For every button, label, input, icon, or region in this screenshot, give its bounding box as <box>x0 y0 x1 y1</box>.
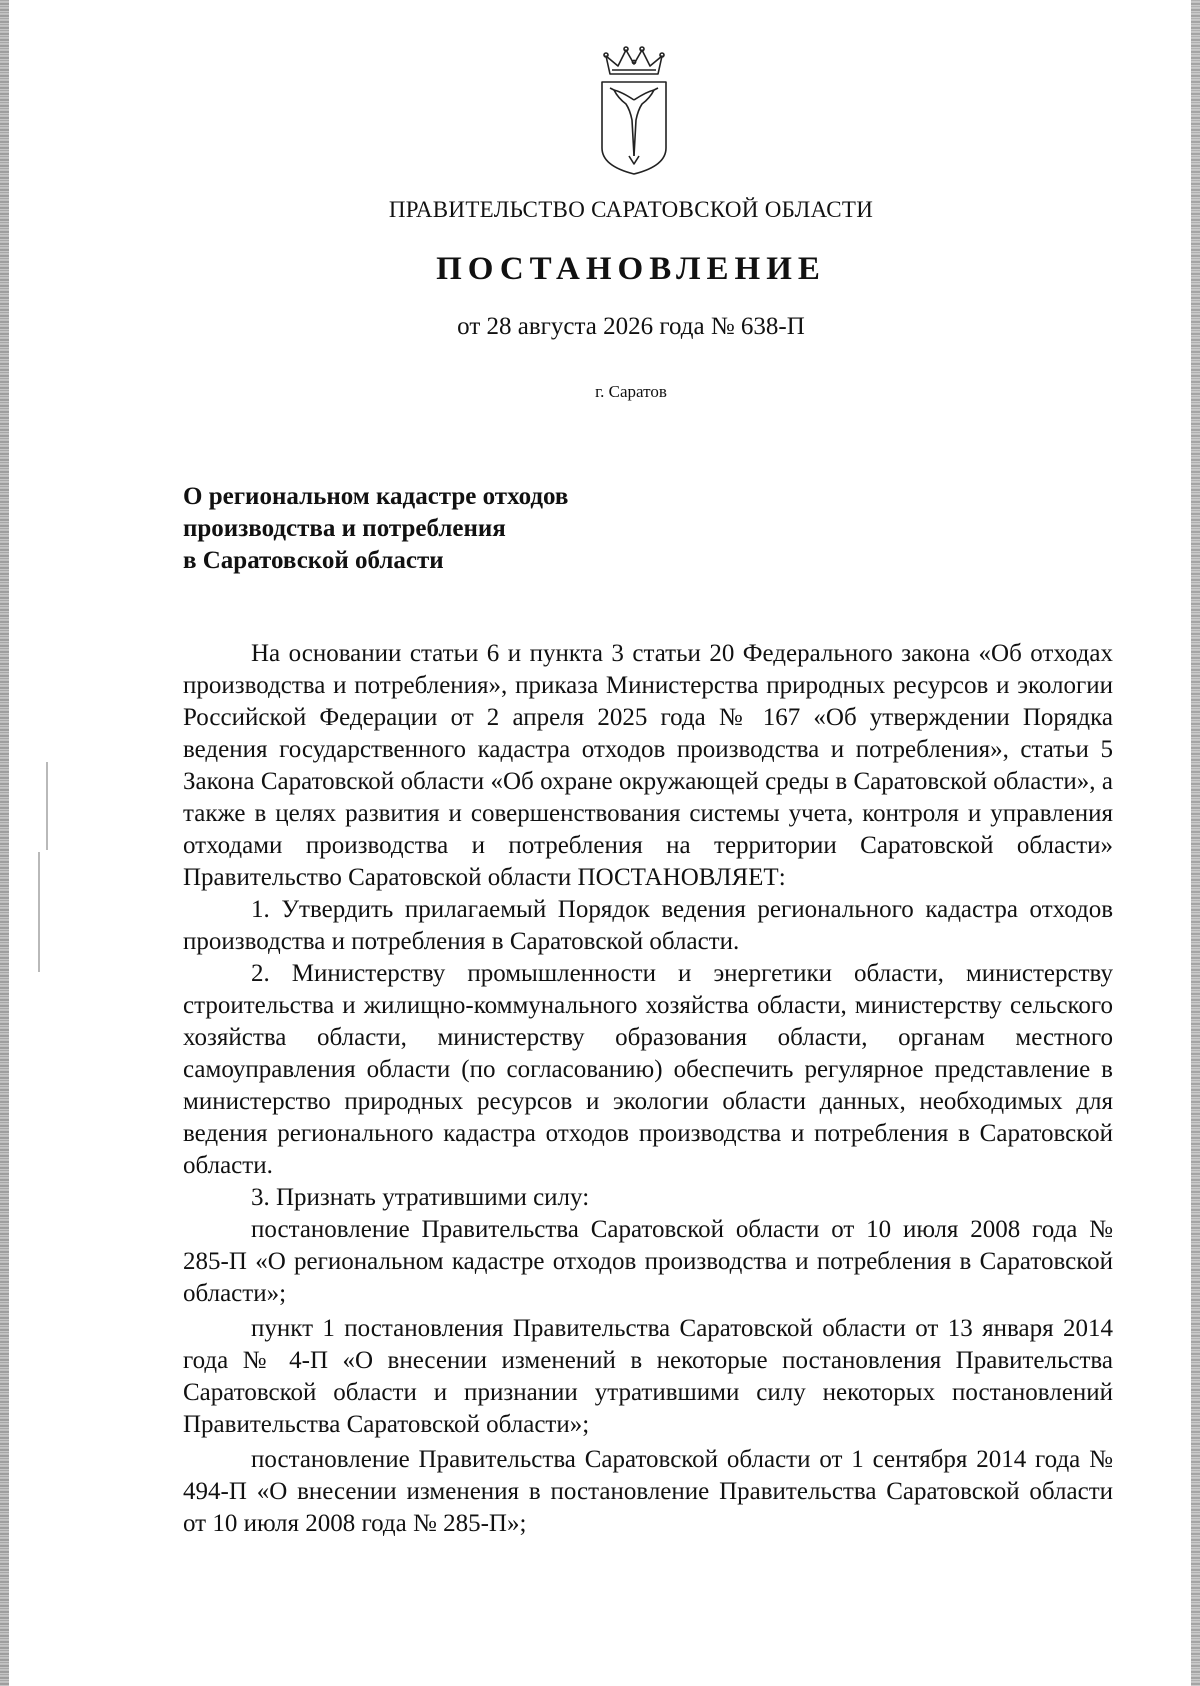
subject-line: в Саратовской области <box>183 547 444 574</box>
scan-artifact-line <box>38 852 40 972</box>
document-type: ПОСТАНОВЛЕНИЕ <box>436 251 826 287</box>
document-date-number: от 28 августа 2026 года № 638-П <box>457 313 805 340</box>
scan-artifact-line <box>46 762 48 850</box>
clause-3-paragraph: 3. Признать утратившими силу: <box>251 1184 590 1211</box>
document-city: г. Саратов <box>595 382 667 401</box>
repealed-item-paragraph: постановление Правительства Саратовской области от 10 июля 2008 года № 285-П «О региональном кадастре отходов производства и потребления в Саратовской области»; <box>183 1216 1113 1307</box>
repealed-item-paragraph: постановление Правительства Саратовской области от 1 сентября 2014 года № 494-П «О внесении изменения в постановление Правительства Саратовской области от 10 июля 2008 года № 285-П»; <box>183 1446 1113 1537</box>
saratov-coat-of-arms-icon <box>596 46 672 176</box>
document-subject <box>183 481 703 577</box>
clause-2-paragraph: 2. Министерству промышленности и энергетики области, министерству строительства и жилищно-коммунального хозяйства области, министерству сельского хозяйства области, министерству образования области, органам местного самоуправления области (по согласованию) обеспечить регулярное представление в министерство природных ресурсов и экологии области данных, необходимых для ведения регионального кадастра отходов производства и потребления в Саратовской области. <box>183 960 1113 1179</box>
repealed-item-paragraph: пункт 1 постановления Правительства Саратовской области от 13 января 2014 года № 4-П «О внесении изменений в некоторые постановления Правительства Саратовской области и признании утратившими силу некоторых постановлений Правительства Саратовской области»; <box>183 1315 1113 1438</box>
subject-line: производства и потребления <box>183 515 506 542</box>
document-body <box>183 638 1113 1540</box>
clause-1-paragraph: 1. Утвердить прилагаемый Порядок ведения регионального кадастра отходов производства и потребления в Саратовской области. <box>183 896 1113 955</box>
government-title: ПРАВИТЕЛЬСТВО САРАТОВСКОЙ ОБЛАСТИ <box>388 197 874 222</box>
subject-line: О региональном кадастре отходов <box>183 483 569 510</box>
preamble-paragraph: На основании статьи 6 и пункта 3 статьи 20 Федерального закона «Об отходах производства и потребления», приказа Министерства природных ресурсов и экологии Российской Федерации от 2 апреля 2025 года № 167 «Об утверждении Порядка ведения государственного кадастра отходов производства и потребления», статьи 5 Закона Саратовской области «Об охране окружающей среды в Саратовской области», а также в целях развития и совершенствования системы учета, контроля и управления отходами производства и потребления на территории Саратовской области» Правительство Саратовской области ПОСТАНОВЛЯЕТ: <box>183 640 1113 891</box>
